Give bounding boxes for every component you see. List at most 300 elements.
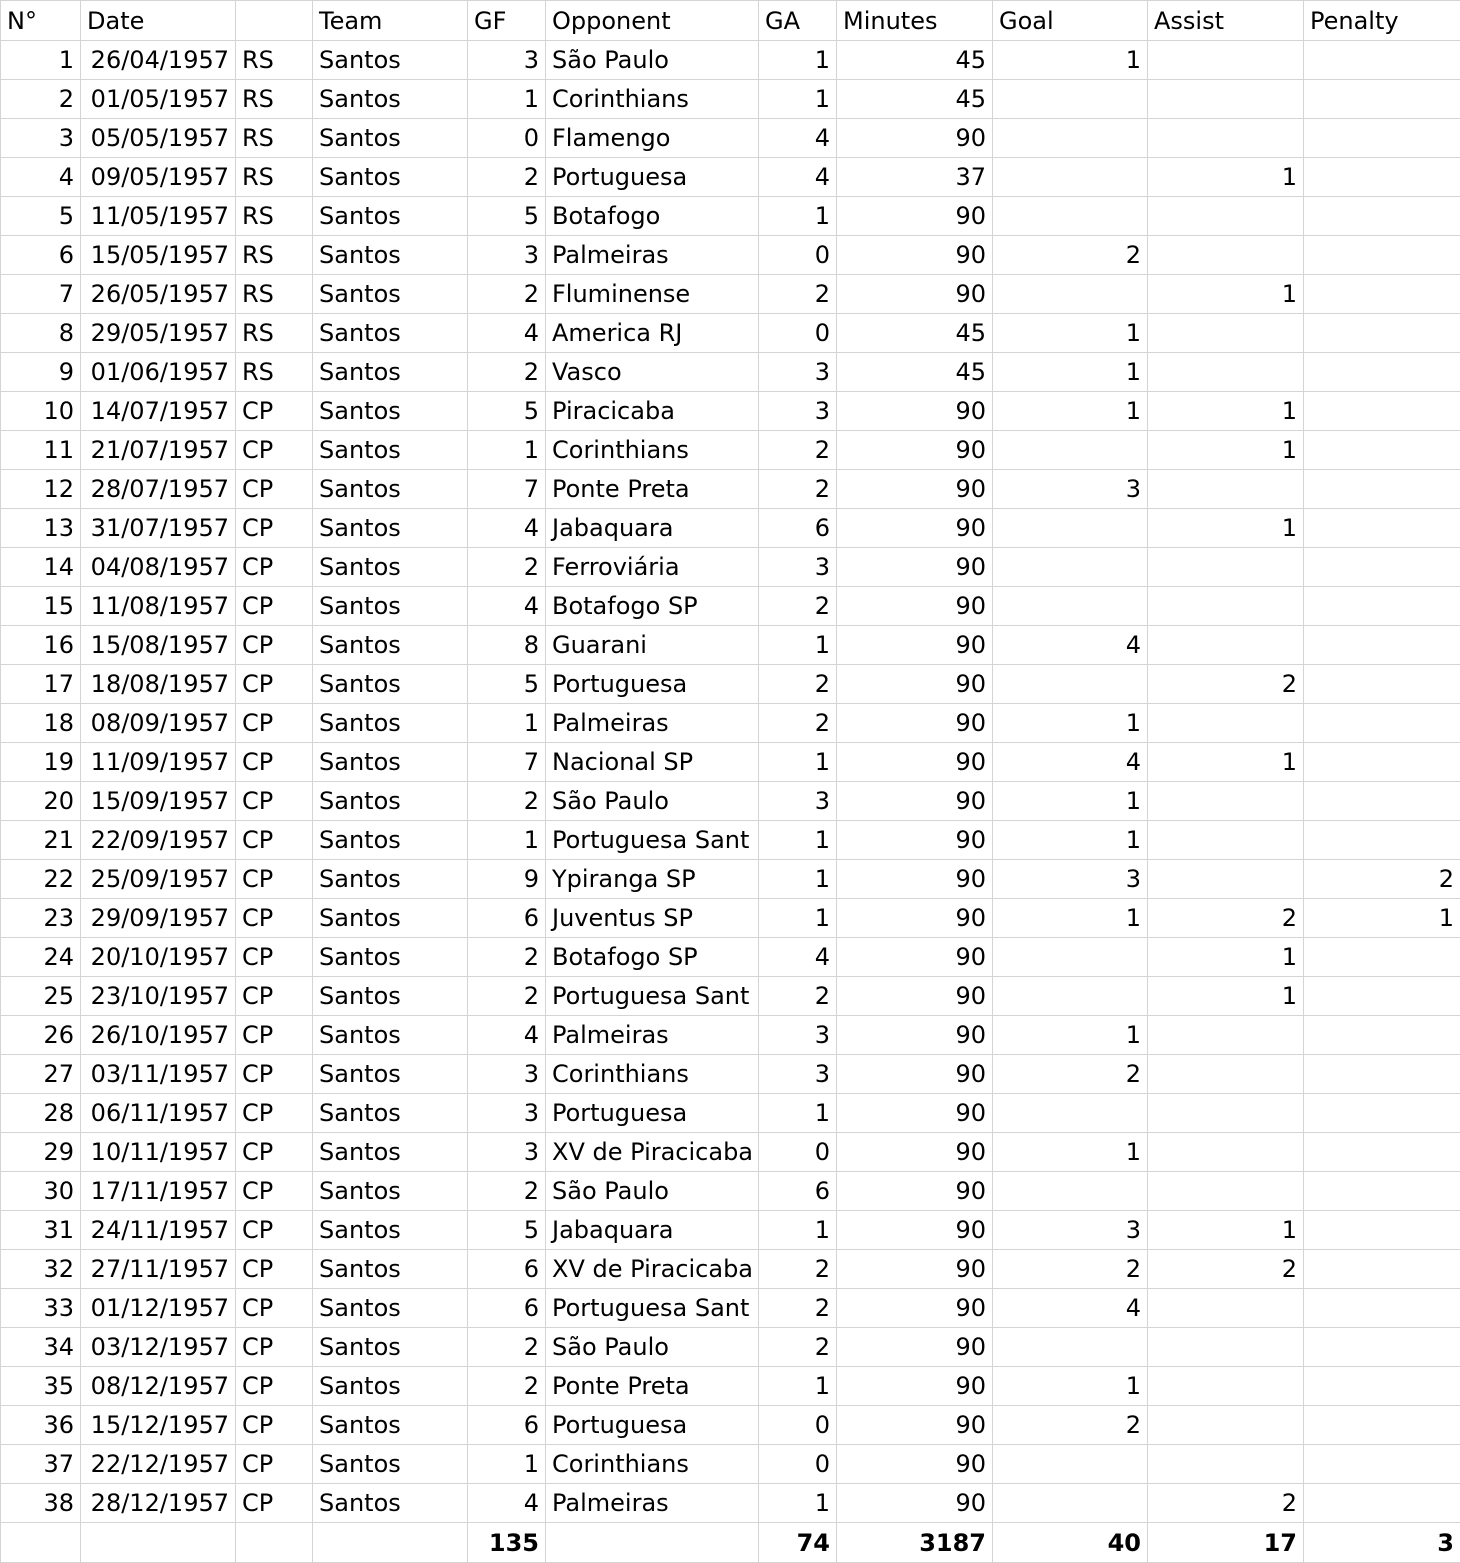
cell-opponent[interactable]: Botafogo SP	[546, 938, 759, 977]
cell-goal[interactable]: 2	[993, 1250, 1148, 1289]
cell-goal[interactable]	[993, 1328, 1148, 1367]
cell-date[interactable]: 04/08/1957	[81, 548, 236, 587]
cell-opponent[interactable]: Piracicaba	[546, 392, 759, 431]
cell-gf[interactable]: 5	[468, 665, 546, 704]
cell-competition[interactable]: CP	[236, 1250, 313, 1289]
cell-minutes[interactable]: 45	[837, 41, 993, 80]
cell-date[interactable]: 28/12/1957	[81, 1484, 236, 1523]
cell-opponent[interactable]: Palmeiras	[546, 1016, 759, 1055]
cell-goal[interactable]: 2	[993, 236, 1148, 275]
cell-no[interactable]: 19	[1, 743, 81, 782]
cell-goal[interactable]: 3	[993, 470, 1148, 509]
cell-date[interactable]: 03/12/1957	[81, 1328, 236, 1367]
cell-date[interactable]: 26/05/1957	[81, 275, 236, 314]
cell-minutes[interactable]: 90	[837, 977, 993, 1016]
header-cell-minutes[interactable]: Minutes	[837, 1, 993, 41]
cell-assist[interactable]	[1148, 236, 1304, 275]
cell-competition[interactable]: CP	[236, 626, 313, 665]
cell-gf[interactable]: 5	[468, 197, 546, 236]
cell-opponent[interactable]: America RJ	[546, 314, 759, 353]
cell-no[interactable]: 13	[1, 509, 81, 548]
cell-date[interactable]: 22/12/1957	[81, 1445, 236, 1484]
cell-team[interactable]: Santos	[313, 665, 468, 704]
cell-ga[interactable]: 1	[759, 197, 837, 236]
cell-no[interactable]: 20	[1, 782, 81, 821]
cell-assist[interactable]	[1148, 314, 1304, 353]
cell-ga[interactable]: 2	[759, 977, 837, 1016]
cell-minutes[interactable]: 90	[837, 1445, 993, 1484]
cell-goal[interactable]	[993, 119, 1148, 158]
cell-no[interactable]: 6	[1, 236, 81, 275]
cell-ga[interactable]: 1	[759, 80, 837, 119]
cell-opponent[interactable]: Portuguesa Sant	[546, 821, 759, 860]
cell-date[interactable]: 03/11/1957	[81, 1055, 236, 1094]
cell-competition[interactable]: CP	[236, 1211, 313, 1250]
cell-assist[interactable]	[1148, 548, 1304, 587]
cell-penalty[interactable]	[1304, 665, 1460, 704]
total-cell-goal[interactable]: 40	[993, 1523, 1148, 1563]
cell-no[interactable]: 31	[1, 1211, 81, 1250]
cell-competition[interactable]: CP	[236, 1445, 313, 1484]
cell-competition[interactable]: CP	[236, 587, 313, 626]
cell-goal[interactable]: 1	[993, 1133, 1148, 1172]
cell-gf[interactable]: 3	[468, 1133, 546, 1172]
cell-gf[interactable]: 6	[468, 899, 546, 938]
cell-date[interactable]: 15/12/1957	[81, 1406, 236, 1445]
cell-goal[interactable]	[993, 197, 1148, 236]
cell-assist[interactable]: 1	[1148, 275, 1304, 314]
cell-opponent[interactable]: Ypiranga SP	[546, 860, 759, 899]
cell-penalty[interactable]	[1304, 1484, 1460, 1523]
cell-gf[interactable]: 2	[468, 977, 546, 1016]
header-cell-no[interactable]: N°	[1, 1, 81, 41]
cell-opponent[interactable]: Ferroviária	[546, 548, 759, 587]
header-cell-penalty[interactable]: Penalty	[1304, 1, 1460, 41]
cell-ga[interactable]: 3	[759, 782, 837, 821]
cell-competition[interactable]: CP	[236, 665, 313, 704]
cell-minutes[interactable]: 90	[837, 704, 993, 743]
cell-competition[interactable]: CP	[236, 899, 313, 938]
cell-opponent[interactable]: Palmeiras	[546, 236, 759, 275]
cell-opponent[interactable]: Ponte Preta	[546, 470, 759, 509]
cell-date[interactable]: 01/06/1957	[81, 353, 236, 392]
cell-ga[interactable]: 2	[759, 665, 837, 704]
cell-goal[interactable]	[993, 938, 1148, 977]
cell-goal[interactable]: 1	[993, 353, 1148, 392]
cell-date[interactable]: 27/11/1957	[81, 1250, 236, 1289]
cell-ga[interactable]: 4	[759, 158, 837, 197]
cell-goal[interactable]: 2	[993, 1055, 1148, 1094]
cell-goal[interactable]: 1	[993, 41, 1148, 80]
cell-no[interactable]: 18	[1, 704, 81, 743]
cell-penalty[interactable]	[1304, 977, 1460, 1016]
cell-penalty[interactable]	[1304, 275, 1460, 314]
cell-competition[interactable]: RS	[236, 158, 313, 197]
cell-goal[interactable]	[993, 665, 1148, 704]
cell-competition[interactable]: CP	[236, 782, 313, 821]
cell-opponent[interactable]: Palmeiras	[546, 1484, 759, 1523]
cell-minutes[interactable]: 90	[837, 431, 993, 470]
cell-assist[interactable]	[1148, 1172, 1304, 1211]
cell-no[interactable]: 15	[1, 587, 81, 626]
cell-ga[interactable]: 1	[759, 1211, 837, 1250]
cell-opponent[interactable]: Portuguesa Sant	[546, 1289, 759, 1328]
cell-ga[interactable]: 3	[759, 353, 837, 392]
cell-team[interactable]: Santos	[313, 1406, 468, 1445]
cell-date[interactable]: 24/11/1957	[81, 1211, 236, 1250]
cell-minutes[interactable]: 90	[837, 587, 993, 626]
cell-minutes[interactable]: 90	[837, 1172, 993, 1211]
cell-date[interactable]: 26/10/1957	[81, 1016, 236, 1055]
cell-team[interactable]: Santos	[313, 1133, 468, 1172]
header-cell-opponent[interactable]: Opponent	[546, 1, 759, 41]
cell-no[interactable]: 30	[1, 1172, 81, 1211]
cell-gf[interactable]: 7	[468, 470, 546, 509]
cell-assist[interactable]	[1148, 860, 1304, 899]
cell-ga[interactable]: 1	[759, 899, 837, 938]
cell-no[interactable]: 1	[1, 41, 81, 80]
cell-no[interactable]: 7	[1, 275, 81, 314]
cell-minutes[interactable]: 90	[837, 821, 993, 860]
cell-goal[interactable]: 4	[993, 743, 1148, 782]
cell-no[interactable]: 4	[1, 158, 81, 197]
cell-penalty[interactable]	[1304, 353, 1460, 392]
cell-minutes[interactable]: 90	[837, 392, 993, 431]
cell-goal[interactable]	[993, 548, 1148, 587]
cell-assist[interactable]	[1148, 1016, 1304, 1055]
cell-minutes[interactable]: 90	[837, 1367, 993, 1406]
cell-competition[interactable]: RS	[236, 41, 313, 80]
header-cell-assist[interactable]: Assist	[1148, 1, 1304, 41]
cell-team[interactable]: Santos	[313, 1055, 468, 1094]
cell-date[interactable]: 28/07/1957	[81, 470, 236, 509]
cell-minutes[interactable]: 90	[837, 782, 993, 821]
cell-date[interactable]: 29/05/1957	[81, 314, 236, 353]
cell-gf[interactable]: 2	[468, 1172, 546, 1211]
cell-team[interactable]: Santos	[313, 821, 468, 860]
cell-minutes[interactable]: 90	[837, 470, 993, 509]
header-cell-goal[interactable]: Goal	[993, 1, 1148, 41]
cell-opponent[interactable]: Corinthians	[546, 1055, 759, 1094]
cell-ga[interactable]: 1	[759, 1484, 837, 1523]
cell-gf[interactable]: 4	[468, 1484, 546, 1523]
cell-assist[interactable]	[1148, 1133, 1304, 1172]
cell-penalty[interactable]	[1304, 704, 1460, 743]
cell-ga[interactable]: 3	[759, 1016, 837, 1055]
cell-penalty[interactable]	[1304, 197, 1460, 236]
cell-team[interactable]: Santos	[313, 1211, 468, 1250]
cell-minutes[interactable]: 90	[837, 1289, 993, 1328]
cell-assist[interactable]	[1148, 704, 1304, 743]
cell-team[interactable]: Santos	[313, 548, 468, 587]
total-cell-ga[interactable]: 74	[759, 1523, 837, 1563]
cell-no[interactable]: 36	[1, 1406, 81, 1445]
cell-minutes[interactable]: 90	[837, 1016, 993, 1055]
cell-competition[interactable]: CP	[236, 977, 313, 1016]
cell-assist[interactable]	[1148, 197, 1304, 236]
cell-competition[interactable]: CP	[236, 938, 313, 977]
cell-gf[interactable]: 1	[468, 704, 546, 743]
cell-assist[interactable]	[1148, 626, 1304, 665]
cell-no[interactable]: 16	[1, 626, 81, 665]
cell-opponent[interactable]: Palmeiras	[546, 704, 759, 743]
cell-opponent[interactable]: São Paulo	[546, 782, 759, 821]
cell-gf[interactable]: 3	[468, 1055, 546, 1094]
cell-team[interactable]: Santos	[313, 236, 468, 275]
cell-minutes[interactable]: 90	[837, 1250, 993, 1289]
cell-minutes[interactable]: 90	[837, 899, 993, 938]
cell-penalty[interactable]	[1304, 431, 1460, 470]
cell-competition[interactable]: CP	[236, 860, 313, 899]
cell-no[interactable]: 17	[1, 665, 81, 704]
cell-assist[interactable]: 2	[1148, 1484, 1304, 1523]
cell-penalty[interactable]	[1304, 821, 1460, 860]
cell-team[interactable]: Santos	[313, 1172, 468, 1211]
cell-goal[interactable]	[993, 977, 1148, 1016]
cell-assist[interactable]	[1148, 1289, 1304, 1328]
cell-minutes[interactable]: 90	[837, 1133, 993, 1172]
cell-no[interactable]: 27	[1, 1055, 81, 1094]
cell-opponent[interactable]: Corinthians	[546, 431, 759, 470]
cell-penalty[interactable]	[1304, 1055, 1460, 1094]
cell-gf[interactable]: 5	[468, 392, 546, 431]
cell-assist[interactable]: 1	[1148, 1211, 1304, 1250]
header-cell-competition[interactable]	[236, 1, 313, 41]
cell-minutes[interactable]: 90	[837, 1094, 993, 1133]
cell-opponent[interactable]: Portuguesa Sant	[546, 977, 759, 1016]
cell-goal[interactable]: 4	[993, 1289, 1148, 1328]
cell-date[interactable]: 29/09/1957	[81, 899, 236, 938]
cell-ga[interactable]: 1	[759, 821, 837, 860]
cell-competition[interactable]: CP	[236, 431, 313, 470]
cell-team[interactable]: Santos	[313, 1094, 468, 1133]
cell-no[interactable]: 12	[1, 470, 81, 509]
cell-gf[interactable]: 0	[468, 119, 546, 158]
cell-opponent[interactable]: Botafogo	[546, 197, 759, 236]
cell-ga[interactable]: 2	[759, 1289, 837, 1328]
cell-team[interactable]: Santos	[313, 431, 468, 470]
cell-competition[interactable]: CP	[236, 743, 313, 782]
cell-team[interactable]: Santos	[313, 1016, 468, 1055]
cell-competition[interactable]: CP	[236, 470, 313, 509]
cell-goal[interactable]: 1	[993, 314, 1148, 353]
cell-date[interactable]: 15/08/1957	[81, 626, 236, 665]
cell-gf[interactable]: 6	[468, 1406, 546, 1445]
cell-opponent[interactable]: Portuguesa	[546, 665, 759, 704]
cell-opponent[interactable]: Portuguesa	[546, 158, 759, 197]
cell-penalty[interactable]	[1304, 548, 1460, 587]
cell-no[interactable]: 10	[1, 392, 81, 431]
cell-opponent[interactable]: São Paulo	[546, 1172, 759, 1211]
cell-minutes[interactable]: 90	[837, 1211, 993, 1250]
cell-goal[interactable]	[993, 275, 1148, 314]
cell-no[interactable]: 5	[1, 197, 81, 236]
cell-minutes[interactable]: 90	[837, 938, 993, 977]
cell-minutes[interactable]: 90	[837, 743, 993, 782]
cell-gf[interactable]: 3	[468, 236, 546, 275]
cell-penalty[interactable]	[1304, 314, 1460, 353]
cell-gf[interactable]: 2	[468, 1328, 546, 1367]
cell-opponent[interactable]: Botafogo SP	[546, 587, 759, 626]
cell-opponent[interactable]: Flamengo	[546, 119, 759, 158]
cell-no[interactable]: 3	[1, 119, 81, 158]
cell-gf[interactable]: 2	[468, 782, 546, 821]
cell-goal[interactable]: 4	[993, 626, 1148, 665]
cell-goal[interactable]: 1	[993, 392, 1148, 431]
cell-assist[interactable]	[1148, 353, 1304, 392]
cell-goal[interactable]: 1	[993, 1016, 1148, 1055]
cell-gf[interactable]: 4	[468, 314, 546, 353]
cell-ga[interactable]: 3	[759, 392, 837, 431]
cell-assist[interactable]	[1148, 821, 1304, 860]
cell-minutes[interactable]: 90	[837, 509, 993, 548]
cell-gf[interactable]: 4	[468, 1016, 546, 1055]
cell-ga[interactable]: 6	[759, 1172, 837, 1211]
cell-penalty[interactable]	[1304, 470, 1460, 509]
cell-competition[interactable]: CP	[236, 548, 313, 587]
cell-competition[interactable]: CP	[236, 1328, 313, 1367]
cell-penalty[interactable]	[1304, 1367, 1460, 1406]
cell-assist[interactable]	[1148, 587, 1304, 626]
cell-competition[interactable]: CP	[236, 1367, 313, 1406]
cell-competition[interactable]: CP	[236, 1055, 313, 1094]
cell-date[interactable]: 11/08/1957	[81, 587, 236, 626]
cell-team[interactable]: Santos	[313, 353, 468, 392]
cell-penalty[interactable]	[1304, 1172, 1460, 1211]
cell-penalty[interactable]: 2	[1304, 860, 1460, 899]
cell-no[interactable]: 8	[1, 314, 81, 353]
cell-competition[interactable]: RS	[236, 119, 313, 158]
cell-opponent[interactable]: Corinthians	[546, 1445, 759, 1484]
cell-goal[interactable]: 1	[993, 821, 1148, 860]
cell-opponent[interactable]: Guarani	[546, 626, 759, 665]
cell-ga[interactable]: 2	[759, 704, 837, 743]
cell-team[interactable]: Santos	[313, 197, 468, 236]
cell-gf[interactable]: 1	[468, 821, 546, 860]
cell-no[interactable]: 26	[1, 1016, 81, 1055]
cell-team[interactable]: Santos	[313, 782, 468, 821]
cell-competition[interactable]: RS	[236, 80, 313, 119]
cell-competition[interactable]: CP	[236, 1484, 313, 1523]
cell-team[interactable]: Santos	[313, 275, 468, 314]
cell-goal[interactable]	[993, 1172, 1148, 1211]
cell-minutes[interactable]: 90	[837, 626, 993, 665]
cell-opponent[interactable]: Corinthians	[546, 80, 759, 119]
cell-assist[interactable]	[1148, 1328, 1304, 1367]
cell-goal[interactable]	[993, 509, 1148, 548]
cell-assist[interactable]	[1148, 1094, 1304, 1133]
cell-gf[interactable]: 2	[468, 548, 546, 587]
cell-penalty[interactable]	[1304, 1094, 1460, 1133]
cell-date[interactable]: 11/05/1957	[81, 197, 236, 236]
cell-team[interactable]: Santos	[313, 509, 468, 548]
cell-minutes[interactable]: 90	[837, 548, 993, 587]
cell-gf[interactable]: 2	[468, 353, 546, 392]
total-cell-penalty[interactable]: 3	[1304, 1523, 1460, 1563]
cell-no[interactable]: 21	[1, 821, 81, 860]
cell-date[interactable]: 10/11/1957	[81, 1133, 236, 1172]
cell-date[interactable]: 01/05/1957	[81, 80, 236, 119]
cell-goal[interactable]	[993, 431, 1148, 470]
cell-assist[interactable]	[1148, 80, 1304, 119]
cell-assist[interactable]	[1148, 470, 1304, 509]
cell-gf[interactable]: 3	[468, 41, 546, 80]
cell-opponent[interactable]: São Paulo	[546, 41, 759, 80]
cell-no[interactable]: 9	[1, 353, 81, 392]
cell-gf[interactable]: 6	[468, 1289, 546, 1328]
cell-assist[interactable]: 1	[1148, 938, 1304, 977]
cell-assist[interactable]	[1148, 1055, 1304, 1094]
cell-ga[interactable]: 1	[759, 1094, 837, 1133]
cell-minutes[interactable]: 37	[837, 158, 993, 197]
cell-gf[interactable]: 1	[468, 431, 546, 470]
cell-minutes[interactable]: 45	[837, 80, 993, 119]
cell-team[interactable]: Santos	[313, 158, 468, 197]
cell-team[interactable]: Santos	[313, 470, 468, 509]
cell-minutes[interactable]: 90	[837, 1055, 993, 1094]
cell-date[interactable]: 25/09/1957	[81, 860, 236, 899]
cell-penalty[interactable]	[1304, 743, 1460, 782]
cell-team[interactable]: Santos	[313, 1484, 468, 1523]
cell-team[interactable]: Santos	[313, 1328, 468, 1367]
cell-penalty[interactable]	[1304, 392, 1460, 431]
cell-team[interactable]: Santos	[313, 899, 468, 938]
cell-opponent[interactable]: Ponte Preta	[546, 1367, 759, 1406]
cell-ga[interactable]: 2	[759, 275, 837, 314]
cell-ga[interactable]: 3	[759, 548, 837, 587]
cell-no[interactable]: 11	[1, 431, 81, 470]
cell-opponent[interactable]: Juventus SP	[546, 899, 759, 938]
cell-opponent[interactable]: Portuguesa	[546, 1406, 759, 1445]
cell-gf[interactable]: 7	[468, 743, 546, 782]
cell-assist[interactable]	[1148, 1406, 1304, 1445]
cell-ga[interactable]: 2	[759, 1250, 837, 1289]
cell-date[interactable]: 17/11/1957	[81, 1172, 236, 1211]
cell-date[interactable]: 23/10/1957	[81, 977, 236, 1016]
cell-ga[interactable]: 0	[759, 1406, 837, 1445]
cell-opponent[interactable]: Jabaquara	[546, 509, 759, 548]
cell-opponent[interactable]: XV de Piracicaba	[546, 1133, 759, 1172]
cell-opponent[interactable]: Nacional SP	[546, 743, 759, 782]
cell-competition[interactable]: CP	[236, 1172, 313, 1211]
cell-assist[interactable]: 2	[1148, 1250, 1304, 1289]
cell-assist[interactable]: 2	[1148, 665, 1304, 704]
cell-no[interactable]: 24	[1, 938, 81, 977]
cell-date[interactable]: 08/09/1957	[81, 704, 236, 743]
cell-penalty[interactable]	[1304, 1250, 1460, 1289]
cell-goal[interactable]	[993, 1484, 1148, 1523]
cell-ga[interactable]: 1	[759, 1367, 837, 1406]
cell-ga[interactable]: 0	[759, 236, 837, 275]
cell-gf[interactable]: 9	[468, 860, 546, 899]
total-cell-assist[interactable]: 17	[1148, 1523, 1304, 1563]
cell-assist[interactable]	[1148, 41, 1304, 80]
cell-team[interactable]: Santos	[313, 938, 468, 977]
cell-date[interactable]: 15/05/1957	[81, 236, 236, 275]
cell-minutes[interactable]: 90	[837, 1328, 993, 1367]
cell-date[interactable]: 21/07/1957	[81, 431, 236, 470]
cell-opponent[interactable]: Fluminense	[546, 275, 759, 314]
cell-gf[interactable]: 5	[468, 1211, 546, 1250]
cell-team[interactable]: Santos	[313, 1367, 468, 1406]
cell-team[interactable]: Santos	[313, 704, 468, 743]
cell-penalty[interactable]	[1304, 1211, 1460, 1250]
cell-goal[interactable]	[993, 1445, 1148, 1484]
cell-competition[interactable]: CP	[236, 704, 313, 743]
cell-ga[interactable]: 1	[759, 860, 837, 899]
cell-competition[interactable]: CP	[236, 1289, 313, 1328]
cell-competition[interactable]: RS	[236, 353, 313, 392]
